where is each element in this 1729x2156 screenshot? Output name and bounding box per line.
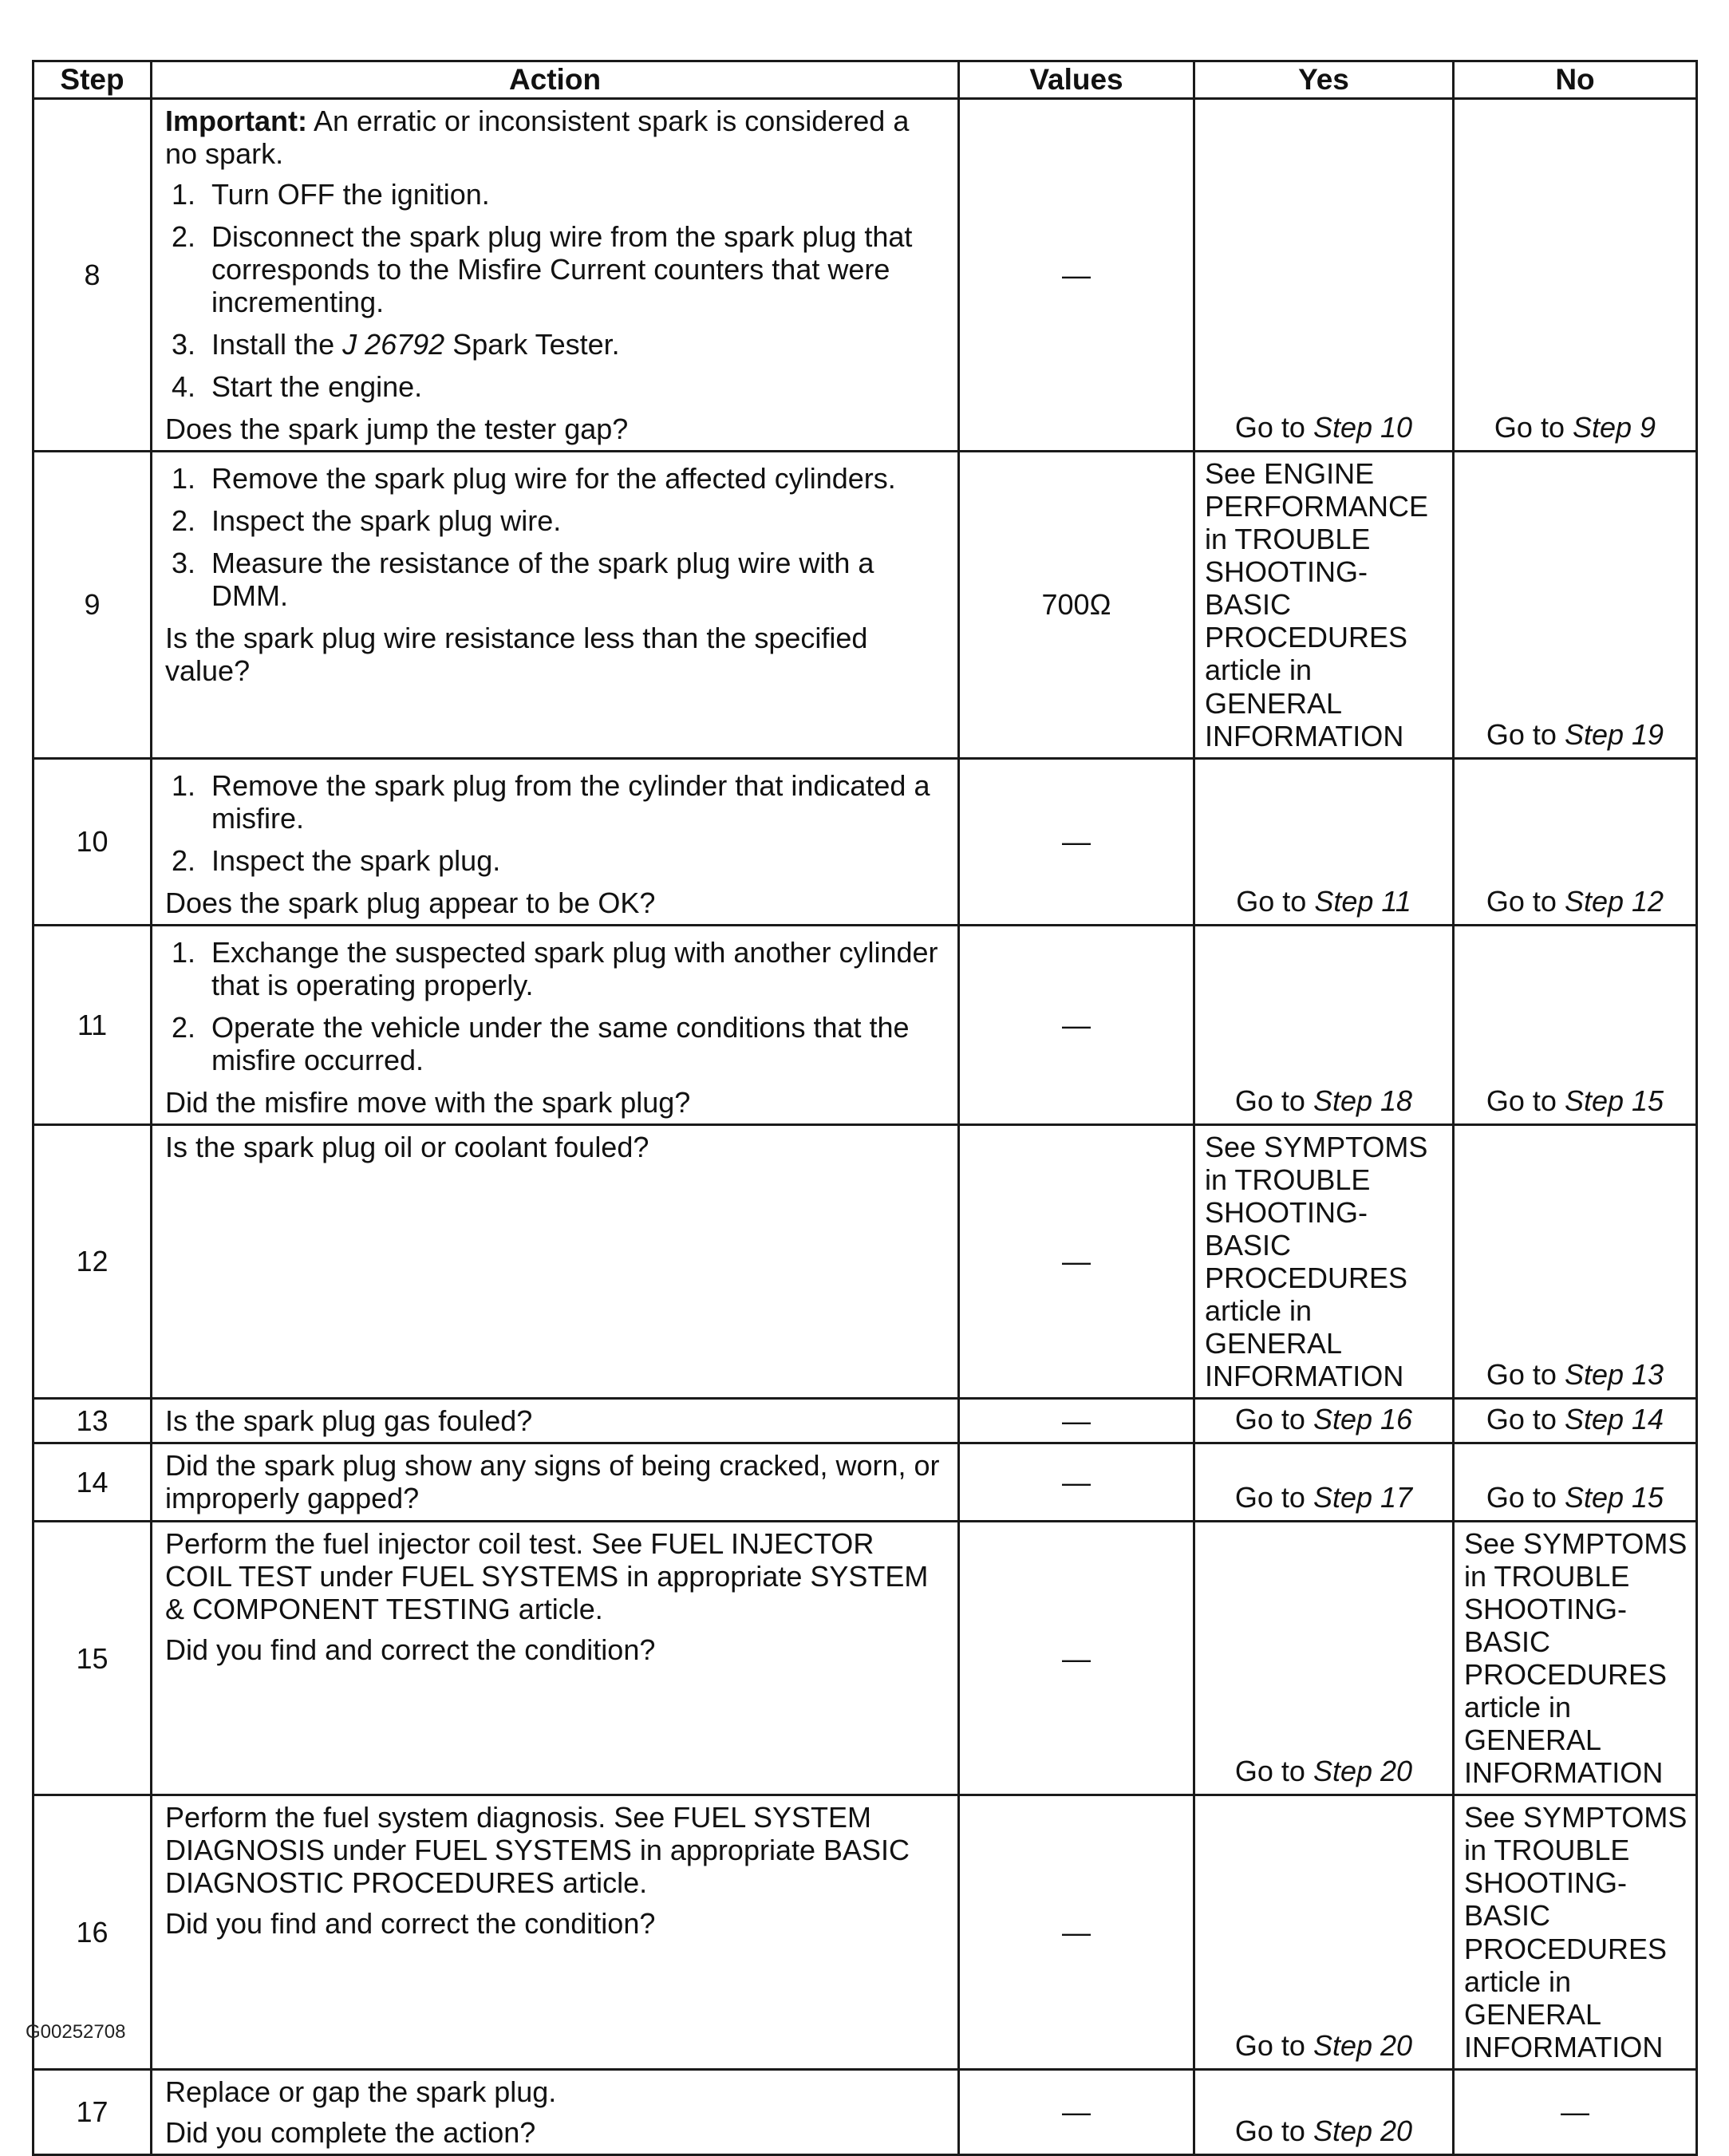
- goto-label: Go to: [1486, 1358, 1565, 1392]
- table-row: [34, 758, 1697, 925]
- diagnostic-table: [32, 60, 1698, 2156]
- goto-step-link[interactable]: Step 10: [1313, 411, 1413, 444]
- list-item: 3. Measure the resistance of the spark plug wire with a DMM.: [203, 547, 946, 612]
- step-number-text: 12: [76, 1245, 109, 1278]
- important-label: Important:: [165, 105, 307, 137]
- values-cell: [959, 1795, 1194, 2069]
- value-text: —: [1062, 1245, 1091, 1278]
- yes-cell: [1194, 1795, 1454, 2069]
- goto-label: Go to: [1486, 717, 1565, 751]
- step-number: [34, 1522, 152, 1795]
- yes-cell: [1194, 452, 1454, 758]
- goto-step-link[interactable]: Step 20: [1313, 1755, 1413, 1788]
- values-cell: [959, 758, 1194, 925]
- goto-label: Go to: [1234, 1084, 1313, 1117]
- no-cell: [1454, 758, 1697, 925]
- yes-cell: [1194, 2069, 1454, 2154]
- figure-id: G00252708: [26, 2021, 126, 2043]
- list-item: 1. Remove the spark plug from the cylinder that indicated a misfire.: [203, 769, 946, 835]
- step-number-text: 8: [84, 259, 101, 292]
- goto-step-link[interactable]: Step 11: [1314, 884, 1411, 918]
- goto-label: Go to: [1234, 2114, 1313, 2147]
- action-cell: [152, 1124, 959, 1398]
- yes-cell: [1194, 925, 1454, 1124]
- important-text: An erratic or inconsistent spark is considered a no spark.: [165, 105, 910, 171]
- step-number-text: 14: [76, 1466, 109, 1499]
- goto-label: Go to: [1494, 411, 1573, 444]
- step-number-text: 10: [76, 825, 109, 859]
- goto-label: Go to: [1234, 1403, 1313, 1436]
- no-cell: [1454, 1522, 1697, 1795]
- item-text: Install the: [211, 328, 343, 361]
- action-question: Did the misfire move with the spark plug?: [165, 1085, 691, 1119]
- step-number-text: 11: [77, 1008, 108, 1041]
- goto-label: Go to: [1486, 1481, 1565, 1514]
- header-step: Step: [34, 61, 152, 99]
- action-paragraph: Replace or gap the spark plug.: [165, 2075, 557, 2108]
- value-text: —: [1062, 259, 1091, 292]
- goto-step-link[interactable]: Step 15: [1564, 1481, 1664, 1514]
- no-cell: [1454, 1443, 1697, 1522]
- list-item: 2. Operate the vehicle under the same conditions that the misfire occurred.: [203, 1011, 946, 1076]
- goto-label: Go to: [1486, 884, 1565, 918]
- value-text: 700Ω: [1041, 588, 1111, 622]
- table-row: [34, 99, 1697, 452]
- action-paragraph: Perform the fuel injector coil test. See FUEL INJECTOR COIL TEST under FUEL SYSTEMS in appropriate SYSTEM & COMPONENT TESTING article.: [165, 1527, 929, 1626]
- no-cell: [1454, 925, 1697, 1124]
- yes-cell: [1194, 758, 1454, 925]
- table-row: [34, 1124, 1697, 1398]
- list-item: 2. Inspect the spark plug wire.: [203, 504, 946, 537]
- no-cell: [1454, 99, 1697, 452]
- values-cell: [959, 99, 1194, 452]
- goto-step-link[interactable]: Step 20: [1313, 2114, 1413, 2147]
- action-question: Did you complete the action?: [165, 2115, 536, 2149]
- list-item: 2. Inspect the spark plug.: [203, 844, 946, 877]
- goto-step-link[interactable]: Step 17: [1313, 1481, 1413, 1514]
- yes-cell: [1194, 1522, 1454, 1795]
- action-steps: [165, 462, 946, 612]
- action-cell: [152, 1522, 959, 1795]
- yes-cell: [1194, 1443, 1454, 1522]
- action-cell: [152, 925, 959, 1124]
- list-item: [203, 328, 946, 361]
- action-steps: [165, 769, 946, 877]
- header-no: No: [1454, 61, 1697, 99]
- goto-label: Go to: [1234, 1481, 1313, 1514]
- value-text: —: [1062, 1915, 1091, 1949]
- action-question: Is the spark plug oil or coolant fouled?: [165, 1130, 649, 1163]
- header-values: Values: [959, 61, 1194, 99]
- no-cell: [1454, 1124, 1697, 1398]
- list-item: 2. Disconnect the spark plug wire from the spark plug that corresponds to the Misfire Current counters that were incrementing.: [203, 220, 946, 318]
- values-cell: [959, 925, 1194, 1124]
- goto-step-link[interactable]: Step 12: [1564, 884, 1664, 918]
- header-yes: Yes: [1194, 61, 1454, 99]
- action-cell: [152, 99, 959, 452]
- values-cell: [959, 2069, 1194, 2154]
- step-number-text: 9: [84, 588, 101, 622]
- goto-label: Go to: [1486, 1084, 1565, 1117]
- goto-label: Go to: [1234, 411, 1313, 444]
- step-number: [34, 2069, 152, 2154]
- goto-step-link[interactable]: Step 9: [1572, 411, 1656, 444]
- action-cell: [152, 452, 959, 758]
- values-cell: [959, 1124, 1194, 1398]
- values-cell: [959, 452, 1194, 758]
- goto-label: Go to: [1234, 2028, 1313, 2062]
- action-cell: [152, 1399, 959, 1443]
- reference-text: See SYMPTOMS in TROUBLE SHOOTING- BASIC PROCEDURES article in GENERAL INFORMATION: [1205, 1130, 1428, 1393]
- list-item: 4. Start the engine.: [203, 370, 946, 403]
- values-cell: [959, 1522, 1194, 1795]
- action-steps: [165, 178, 946, 403]
- table-row: [34, 925, 1697, 1124]
- table-row: [34, 2069, 1697, 2154]
- action-steps: [165, 936, 946, 1076]
- action-question: Did you find and correct the condition?: [165, 1633, 656, 1667]
- action-cell: [152, 1443, 959, 1522]
- step-number: [34, 1443, 152, 1522]
- goto-label: Go to: [1486, 1403, 1565, 1436]
- list-item: 1. Remove the spark plug wire for the affected cylinders.: [203, 462, 946, 495]
- table-row: [34, 1795, 1697, 2069]
- action-question: Did you find and correct the condition?: [165, 1907, 656, 1941]
- header-row: [34, 61, 1697, 99]
- tool-number: J 26792: [342, 328, 445, 361]
- reference-text: See ENGINE PERFORMANCE in TROUBLE SHOOTING- BASIC PROCEDURES article in GENERAL INFORMATION: [1205, 457, 1429, 752]
- step-number-text: 16: [76, 1915, 109, 1949]
- step-number: [34, 758, 152, 925]
- step-number: [34, 925, 152, 1124]
- action-question: Does the spark plug appear to be OK?: [165, 886, 656, 919]
- value-text: —: [1062, 2095, 1091, 2129]
- list-item: 1. Turn OFF the ignition.: [203, 178, 946, 211]
- no-cell: [1454, 1399, 1697, 1443]
- goto-step-link[interactable]: Step 13: [1564, 1358, 1664, 1392]
- no-cell: [1454, 1795, 1697, 2069]
- goto-label: Go to: [1234, 1755, 1313, 1788]
- step-number-text: 15: [76, 1641, 109, 1675]
- action-cell: [152, 758, 959, 925]
- list-item: 1. Exchange the suspected spark plug with another cylinder that is operating properly.: [203, 936, 946, 1001]
- action-question: Is the spark plug wire resistance less than the specified value?: [165, 622, 868, 688]
- value-text: —: [1062, 1641, 1091, 1675]
- table-row: [34, 452, 1697, 758]
- important-note: [165, 105, 946, 170]
- no-cell: [1454, 452, 1697, 758]
- step-number-text: 13: [76, 1404, 109, 1438]
- step-number-text: 17: [76, 2095, 109, 2129]
- value-text: —: [1062, 825, 1091, 859]
- goto-step-link[interactable]: Step 14: [1564, 1403, 1664, 1436]
- action-paragraph: Perform the fuel system diagnosis. See FUEL SYSTEM DIAGNOSIS under FUEL SYSTEMS in appropriate BASIC DIAGNOSTIC PROCEDURES article.: [165, 1801, 910, 1900]
- yes-cell: [1194, 99, 1454, 452]
- table-row: [34, 1443, 1697, 1522]
- action-cell: [152, 1795, 959, 2069]
- yes-cell: [1194, 1399, 1454, 1443]
- goto-step-link[interactable]: Step 18: [1313, 1084, 1413, 1117]
- reference-text: See SYMPTOMS in TROUBLE SHOOTING- BASIC PROCEDURES article in GENERAL INFORMATION: [1464, 1801, 1688, 2063]
- goto-step-link[interactable]: Step 19: [1564, 717, 1664, 751]
- table-row: [34, 1399, 1697, 1443]
- values-cell: [959, 1399, 1194, 1443]
- header-action: Action: [152, 61, 959, 99]
- step-number: [34, 452, 152, 758]
- step-number: [34, 1399, 152, 1443]
- step-number: [34, 99, 152, 452]
- goto-step-link[interactable]: Step 16: [1313, 1403, 1413, 1436]
- goto-step-link[interactable]: Step 20: [1313, 2028, 1413, 2062]
- step-number: [34, 1124, 152, 1398]
- action-question: Is the spark plug gas fouled?: [165, 1404, 533, 1438]
- value-text: —: [1062, 1404, 1091, 1438]
- reference-text: See SYMPTOMS in TROUBLE SHOOTING- BASIC PROCEDURES article in GENERAL INFORMATION: [1464, 1527, 1688, 1790]
- values-cell: [959, 1443, 1194, 1522]
- action-question: Does the spark jump the tester gap?: [165, 413, 629, 446]
- goto-step-link[interactable]: Step 15: [1564, 1084, 1664, 1117]
- goto-label: Go to: [1236, 884, 1315, 918]
- action-question: Did the spark plug show any signs of being cracked, worn, or improperly gapped?: [165, 1449, 940, 1515]
- value-text: —: [1062, 1466, 1091, 1499]
- value-text: —: [1561, 2095, 1589, 2129]
- table-row: [34, 1522, 1697, 1795]
- item-text: Spark Tester.: [444, 328, 620, 361]
- value-text: —: [1062, 1008, 1091, 1041]
- no-cell: [1454, 2069, 1697, 2154]
- yes-cell: [1194, 1124, 1454, 1398]
- action-cell: [152, 2069, 959, 2154]
